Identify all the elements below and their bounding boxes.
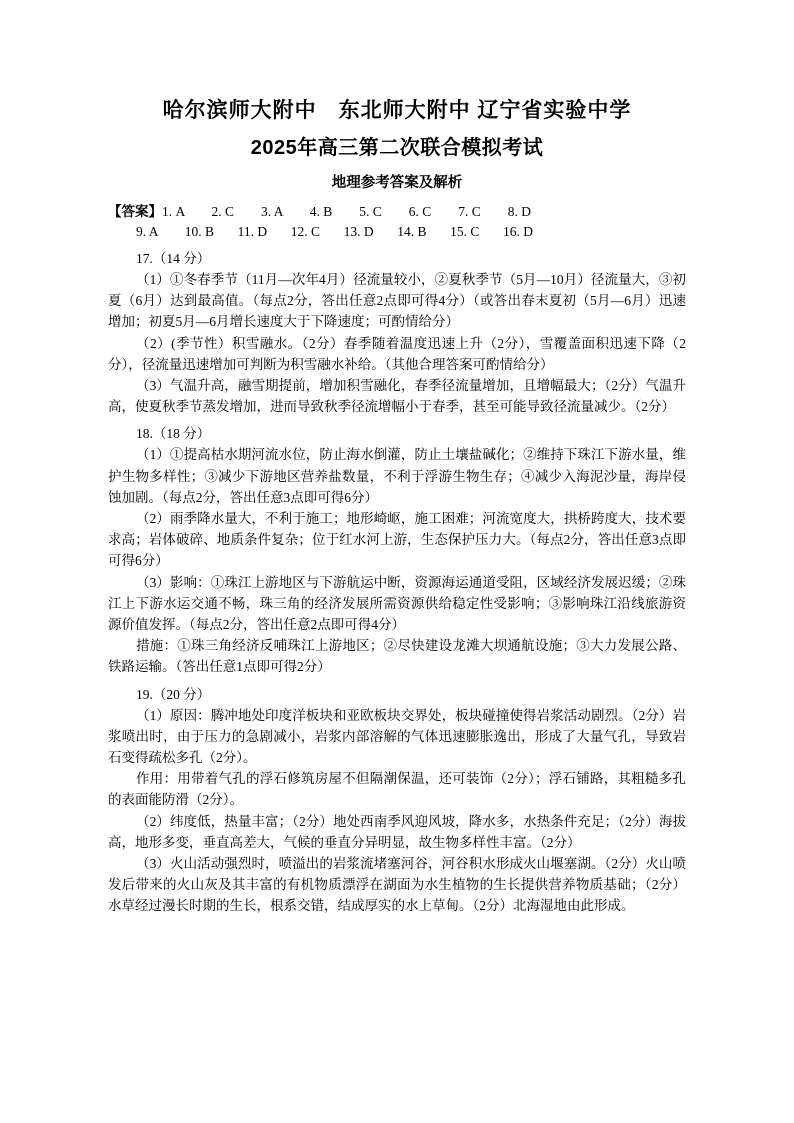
question-17-part-1: （1）①冬春季节（11月—次年4月）径流量较小，②夏秋季节（5月—10月）径流量大，③初夏（6月）达到最高值。（每点2分，答出任意2点即可得4分）（或答出春末夏初（5月—6月）迅速增加；初夏5月—6月增长速度大于下降速度；可酌情给分） xyxy=(108,272,686,330)
page-title-schools: 哈尔滨师大附中 东北师大附中 辽宁省实验中学 xyxy=(162,99,632,122)
question-19-part-1-reason: （1）原因：腾冲地处印度洋板块和亚欧板块交界处，板块碰撞使得岩浆活动剧烈。（2分）岩浆喷出时，由于压力的急剧减小，岩浆内部溶解的气体迅速膨胀逸出，形成了大量气孔，导致岩石变得疏松多孔（2分）。 xyxy=(108,707,686,766)
question-19-part-3: （3）火山活动强烈时，喷溢出的岩浆流堵塞河谷，河谷积水形成火山堰塞湖。（2分）火山喷发后带来的火山灰及其丰富的有机物质漂浮在湖面为水生植物的生长提供营养物质基础；（2分）水草经过漫长时期的生长，根系交错，结成厚实的水上草甸。（2分）北海湿地由此形成。 xyxy=(108,856,686,914)
objective-answers-values-2: 9. A 10. B 11. D 12. C 13. D 14. B 15. C 16. D xyxy=(136,224,534,239)
question-19-heading: 19.（20 分） xyxy=(136,686,211,702)
question-18-part-3: （3）影响：①珠江上游地区与下游航运中断，资源海运通道受阻，区域经济发展迟缓；②珠江上下游水运交通不畅，珠三角的经济发展所需资源供给稳定性受影响；③影响珠江沿线旅游资源价值发挥。（每点2分，答出任意2点即可得4分） xyxy=(108,574,686,633)
page-title-exam: 2025年高三第二次联合模拟考试 xyxy=(250,137,544,159)
question-19-part-2: （2）纬度低，热量丰富；（2分）地处西南季风迎风坡，降水多，水热条件充足；（2分）海拔高，地形多变，垂直高差大，气候的垂直分异明显，故生物多样性丰富。（2分） xyxy=(108,813,686,850)
question-17-heading: 17.（14 分） xyxy=(136,251,211,266)
question-18-heading: 18.（18 分） xyxy=(136,426,211,442)
question-18-part-2: （2）雨季降水量大，不利于施工；地形崎岖，施工困难；河流宽度大，拱桥跨度大，技术要求高；岩体破碎、地质条件复杂；位于红水河上游，生态保护压力大。（每点2分，答出任意3点即可得6分） xyxy=(108,511,686,569)
question-18-measures: 措施：①珠三角经济反哺珠江上游地区；②尽快建设龙滩大坝通航设施；③大力发展公路、铁路运输。（答出任意1点即可得2分） xyxy=(108,638,686,675)
page-title-subject: 地理参考答案及解析 xyxy=(331,175,463,191)
question-19-part-1-use: 作用：用带着气孔的浮石修筑房屋不但隔潮保温，还可装饰（2分）；浮石铺路，其粗糙多孔的表面能防滑（2分）。 xyxy=(108,771,686,808)
objective-answers-row-1 xyxy=(108,202,686,222)
question-17-part-3: （3）气温升高，融雪期提前，增加积雪融化，春季径流量增加，且增幅最大；（2分）气温升高，使夏秋季节蒸发增加，进而导致秋季径流增幅小于春季，甚至可能导致径流量减少。（2分） xyxy=(108,378,686,415)
objective-answers-values-1: 1. A 2. C 3. A 4. B 5. C 6. C 7. C 8. D xyxy=(162,204,532,219)
answer-label: 【答案】 xyxy=(108,204,162,219)
objective-answers xyxy=(108,202,686,242)
question-17-part-2: （2）(季节性）积雪融水。（2分）春季随着温度迅速上升（2分），雪覆盖面积迅速下降（2分），径流量迅速增加可判断为积雪融水补给。（其他合理答案可酌情给分） xyxy=(108,335,686,372)
objective-answers-row-2 xyxy=(108,222,686,242)
question-18-part-1: （1）①提高枯水期河流水位，防止海水倒灌，防止土壤盐碱化；②维持下珠江下游水量，维护生物多样性；③减少下游地区营养盐数量，不利于浮游生物生存；④减少入海泥沙量，海岸侵蚀加剧。（每点2分，答出任意3点即可得6分） xyxy=(108,447,686,505)
